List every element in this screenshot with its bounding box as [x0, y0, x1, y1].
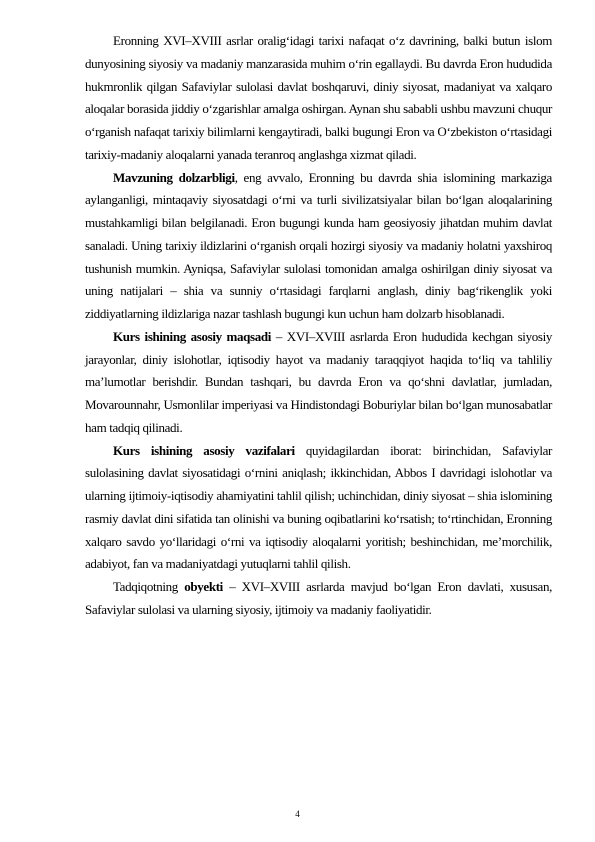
paragraph-text: – XVI–XVIII asrlarda mavjud bo‘lgan Eron davlati, xususan, Safaviylar sulolasi va ularning siyosiy, ijtimoiy va madaniy faoliyatidir.: [85, 579, 552, 617]
paragraph-lead-bold: Kurs ishining asosiy maqsadi: [113, 328, 272, 344]
document-page: [85, 30, 552, 622]
paragraph-prefix: Tadqiqotning: [113, 579, 185, 594]
paragraph-tasks: [85, 440, 552, 577]
paragraph-lead-bold: Mavzuning dolzarbligi: [113, 169, 235, 185]
paragraph-text: Eronning XVI–XVIII asrlar oralig‘idagi tarixi nafaqat o‘z davrining, balki butun islom dunyosining siyosiy va madaniy manzarasida muhim o‘rin egallaydi. Bu davrda Eron hududida hukmronlik qilgan Safaviylar sulolasi davlat boshqaruvi, diniy siyosat, madaniyat va xalqaro aloqalar borasida jiddiy o‘zgarishlar amalga oshirgan. Aynan shu sababli ushbu mavzuni chuqur o‘rganish nafaqat tarixiy bilimlarni kengaytiradi, balki bugungi Eron va O‘zbekiston o‘rtasidagi tarixiy-madaniy aloqalarni yanada teranroq anglashga xizmat qiladi.: [85, 33, 552, 162]
paragraph-relevance: [85, 167, 552, 326]
paragraph-text: – XVI–XVIII asrlarda Eron hududida kechgan siyosiy jarayonlar, diniy islohotlar, iqtisodiy hayot va madaniy taraqqiyot haqida to‘liq va tahliliy ma’lumotlar berishdir. Bundan tashqari, bu davrda Eron va qo‘shni davlatlar, jumladan, Movarounnahr, Usmonlilar imperiyasi va Hindistondagi Boburiylar bilan bo‘lgan munosabatlar ham tadqiq qilinadi.: [85, 328, 552, 435]
paragraph-text: , eng avvalo, Eronning bu davrda shia islomining markaziga aylanganligi, mintaqaviy siyosatdagi o‘rni va turli sivilizatsiyalar bilan bo‘lgan aloqalarining mustahkamligi bilan belgilanadi. Eron bugungi kunda ham geosiyosiy jihatdan muhim davlat sanaladi. Uning tarixiy ildizlarini o‘rganish orqali hozirgi siyosiy va madaniy holatni yaxshiroq tushunish mumkin. Ayniqsa, Safaviylar sulolasi tomonidan amalga oshirilgan diniy siyosat va uning natijalari – shia va sunniy o‘rtasidagi farqlarni anglash, diniy bag‘rikenglik yoki ziddiyatlarning ildizlariga nazar tashlash bugungi kun uchun ham dolzarb hisoblanadi.: [85, 169, 552, 321]
paragraph-goal: [85, 326, 552, 440]
paragraph-introduction: [85, 30, 552, 167]
paragraph-object: [85, 576, 552, 622]
paragraph-lead-bold: Kurs ishining asosiy vazifalari: [113, 442, 295, 458]
paragraph-text: quyidagilardan iborat: birinchidan, Safaviylar sulolasining davlat siyosatidagi o‘rnini aniqlash; ikkinchidan, Abbos I davridagi islohotlar va ularning ijtimoiy-iqtisodiy ahamiyatini tahlil qilish; uchinchidan, diniy siyosat – shia islomining rasmiy davlat dini sifatida tan olinishi va buning oqibatlarini ko‘rsatish; to‘rtinchidan, Eronning xalqaro savdo yo‘llaridagi o‘rni va iqtisodiy aloqalarni yoritish; beshinchidan, me’morchilik, adabiyot, fan va madaniyatdagi yutuqlarni tahlil qilish.: [85, 442, 552, 572]
paragraph-lead-bold: obyekti: [184, 579, 223, 594]
page-number: 4: [295, 809, 300, 819]
